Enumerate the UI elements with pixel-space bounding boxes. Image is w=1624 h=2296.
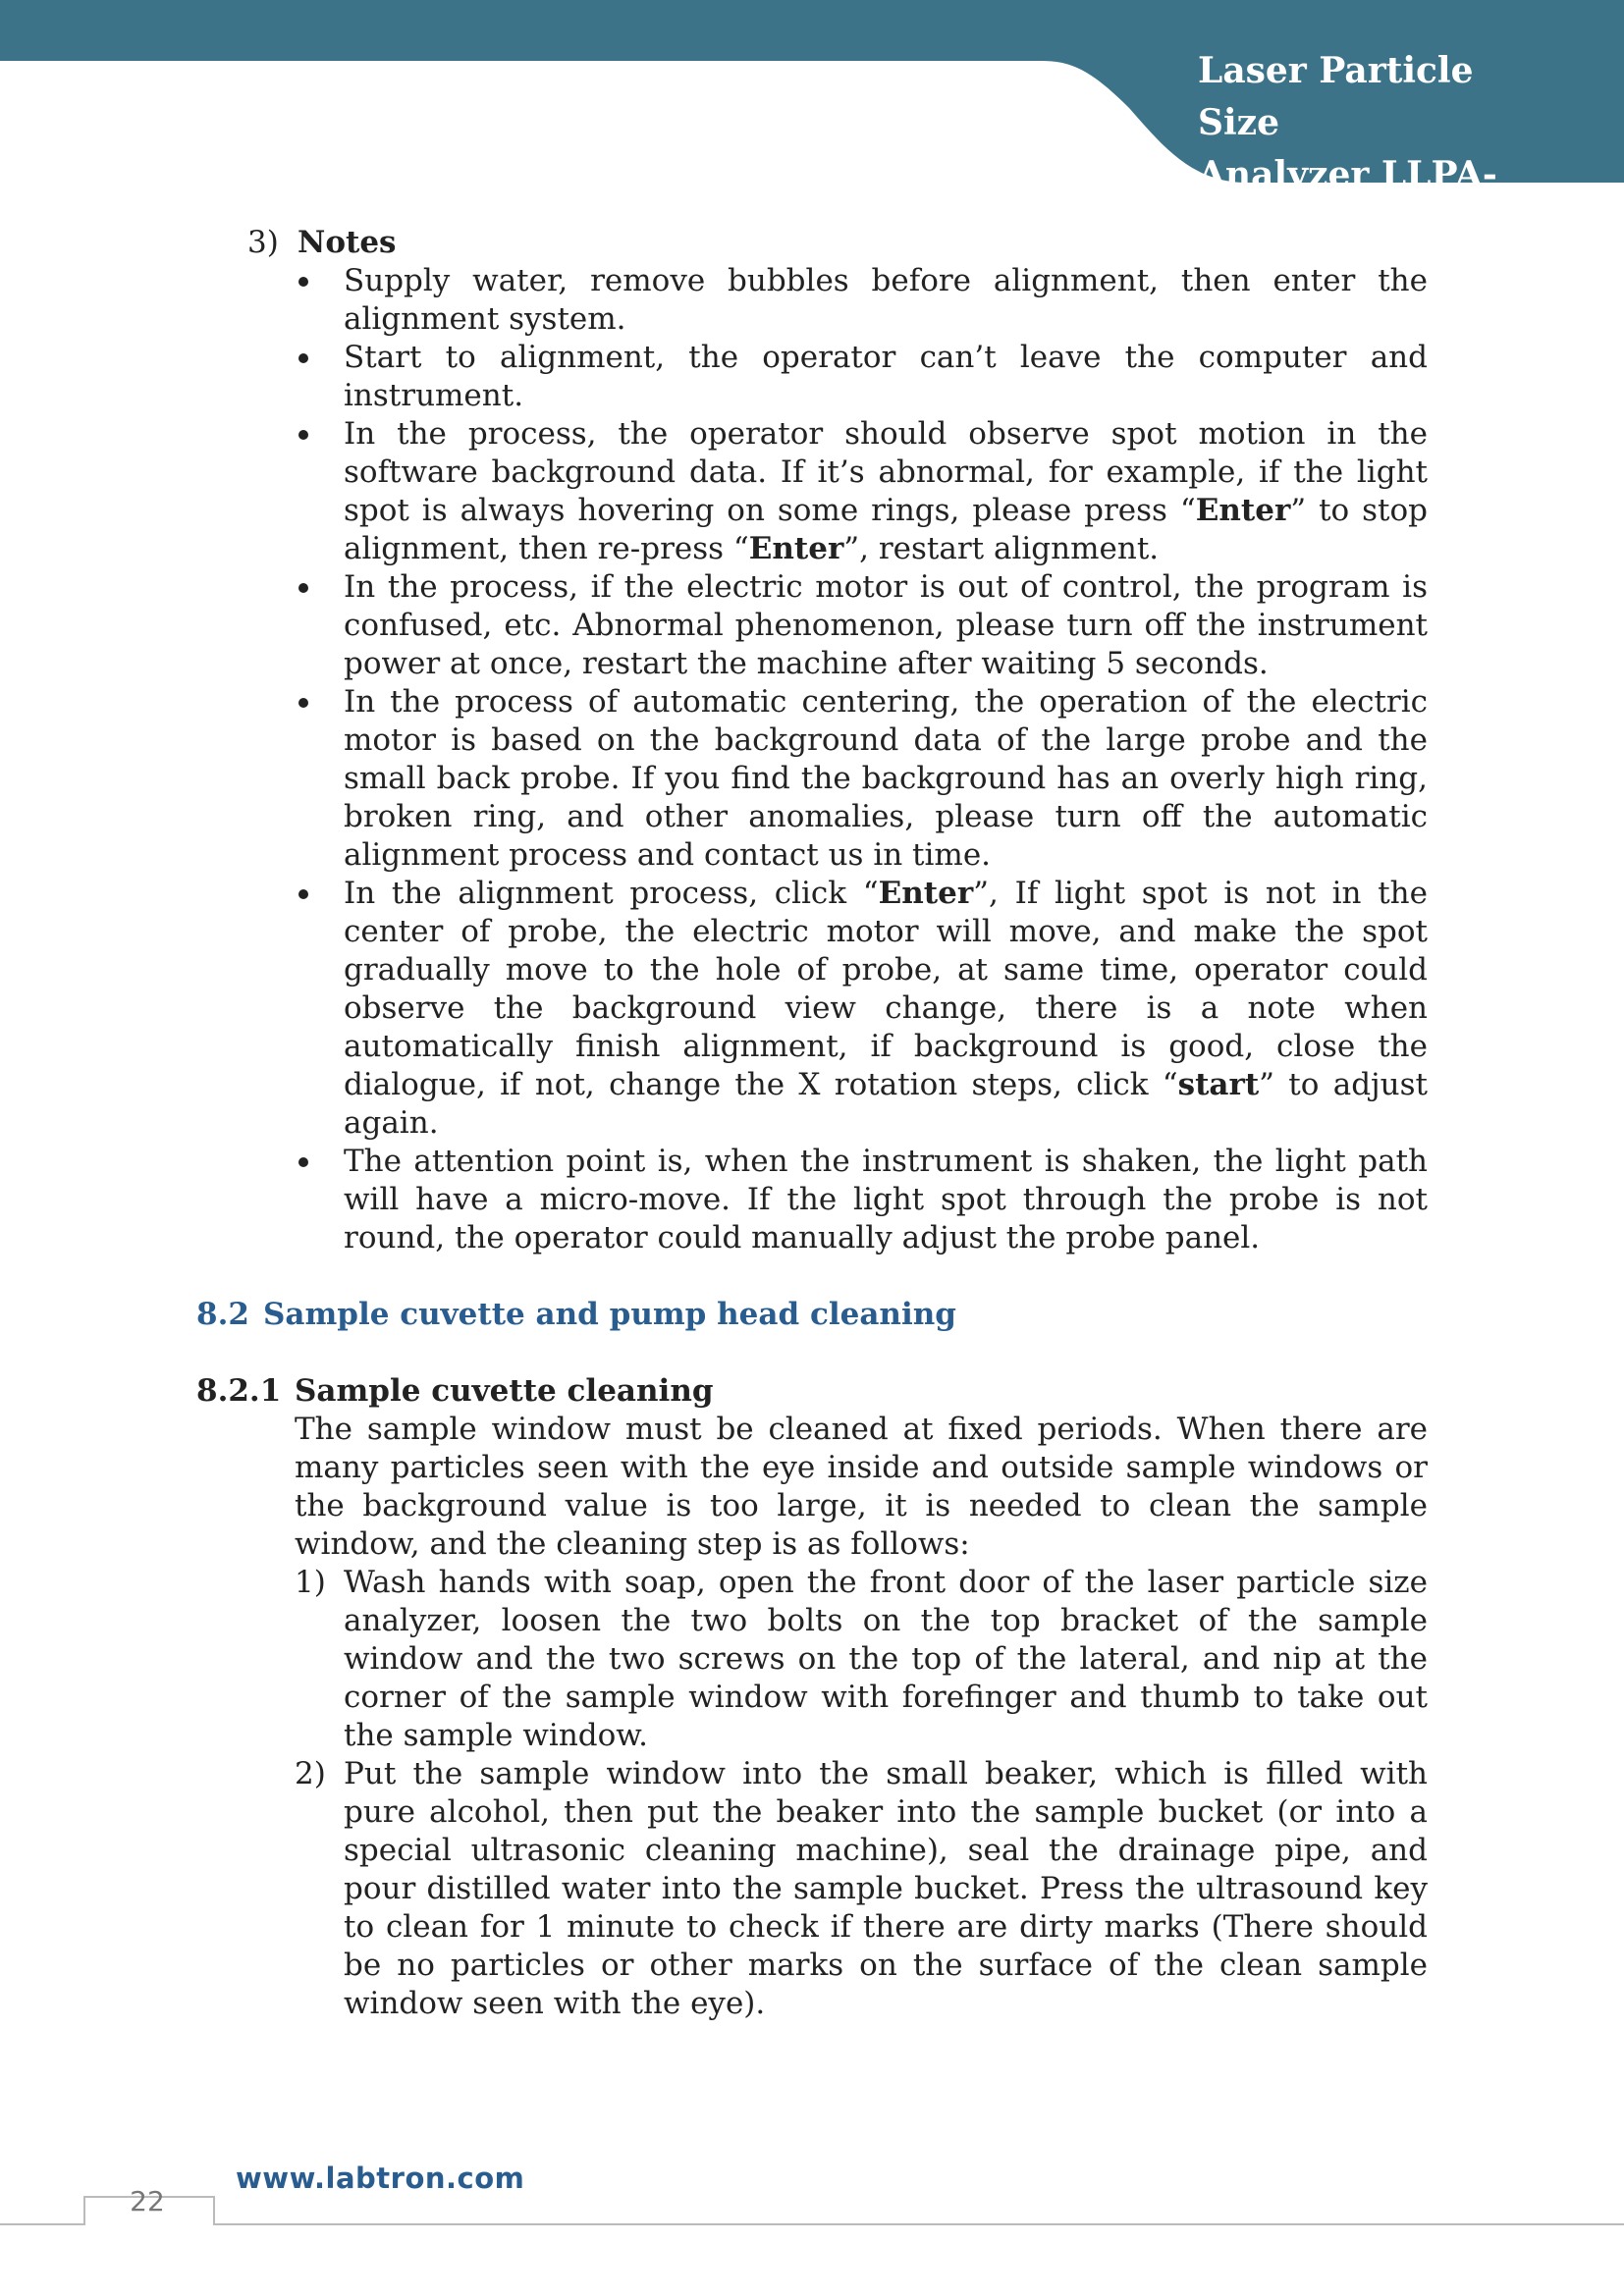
footer-website-link[interactable]: www.labtron.com: [236, 2162, 525, 2195]
step-number: 1): [295, 1565, 326, 1600]
document-title: [1198, 45, 1532, 253]
list-item: [196, 1564, 1428, 1755]
notes-heading: [196, 224, 1428, 262]
page-number: 22: [130, 2185, 165, 2217]
bullet-icon: [298, 698, 308, 708]
section-heading-8-2: [196, 1296, 1428, 1334]
bullet-icon: [298, 1157, 308, 1167]
section-number: 8.2: [196, 1297, 249, 1332]
notes-title: Notes: [298, 225, 397, 260]
footer-rule: [0, 2195, 1624, 2234]
bullet-icon: [298, 353, 308, 363]
keyword-start: start: [1177, 1067, 1260, 1102]
keyword-enter: Enter: [1195, 493, 1291, 528]
list-item: In the process, if the electric motor is out of control, the program is confused, etc. Abnormal phenomenon, please turn off the instrument power at once, restart the machine after waiting 5 seconds.: [196, 568, 1428, 683]
subsection-heading-8-2-1: [196, 1372, 1428, 1411]
list-item: The attention point is, when the instrument is shaken, the light path will have a micro-move. If the light spot through the probe is not round, the operator could manually adjust the probe panel.: [196, 1143, 1428, 1257]
cleaning-steps: [196, 1564, 1428, 2023]
keyword-enter: Enter: [878, 876, 974, 911]
step-text: Put the sample window into the small beaker, which is filled with pure alcohol, then put the beaker into the sample bucket (or into a special ultrasonic cleaning machine), seal the drainage pipe, and pour distilled water into the sample bucket. Press the ultrasound key to clean for 1 minute to check if there are dirty marks (There should be no particles or other marks on the surface of the clean sample window seen with the eye).: [344, 1756, 1428, 2021]
list-item: [196, 1755, 1428, 2023]
subsection-number: 8.2.1: [196, 1373, 282, 1409]
document-title-line1: Laser Particle Size: [1198, 50, 1474, 143]
notes-number: 3): [247, 225, 279, 260]
step-number: 2): [295, 1756, 326, 1791]
intro-paragraph: The sample window must be cleaned at fixed periods. When there are many particles seen with the eye inside and outside sample windows or the background value is too large, it is needed to clean the sample window, and the cleaning step is as follows:: [295, 1412, 1428, 1562]
bullet-icon: [298, 889, 308, 899]
list-item: Start to alignment, the operator can’t leave the computer and instrument.: [196, 339, 1428, 415]
document-title-line2: Analyzer LLPA-A12: [1198, 154, 1497, 247]
keyword-enter: Enter: [748, 531, 844, 566]
list-item: Supply water, remove bubbles before alignment, then enter the alignment system.: [196, 262, 1428, 339]
step-text: Wash hands with soap, open the front door of the laser particle size analyzer, loosen the two bolts on the top bracket of the sample window and the two screws on the top of the lateral, and nip at the corner of the sample window with forefinger and thumb to take out the sample window.: [344, 1565, 1428, 1753]
bullet-icon: [298, 430, 308, 440]
list-item: In the alignment process, click “Enter”, If light spot is not in the center of probe, the electric motor will move, and make the spot gradually move to the hole of probe, at same time, operator could observe the background view change, there is a note when automatically finish alignment, if background is good, close the dialogue, if not, change the X rotation steps, click “start” to adjust again.: [196, 875, 1428, 1143]
section-title: Sample cuvette and pump head cleaning: [263, 1297, 956, 1332]
bullet-icon: [298, 583, 308, 593]
list-item: In the process of automatic centering, the operation of the electric motor is based on the background data of the large probe and the small back probe. If you find the background has an overly high ring, broken ring, and other anomalies, please turn off the automatic alignment process and contact us in time.: [196, 683, 1428, 875]
subsection-title: Sample cuvette cleaning: [295, 1373, 714, 1409]
notes-list: [196, 262, 1428, 1257]
bullet-icon: [298, 277, 308, 287]
page-content: [196, 224, 1428, 2023]
list-item: In the process, the operator should observe spot motion in the software background data. If it’s abnormal, for example, if the light spot is always hovering on some rings, please press “Enter” to stop alignment, then re-press “Enter”, restart alignment.: [196, 415, 1428, 568]
